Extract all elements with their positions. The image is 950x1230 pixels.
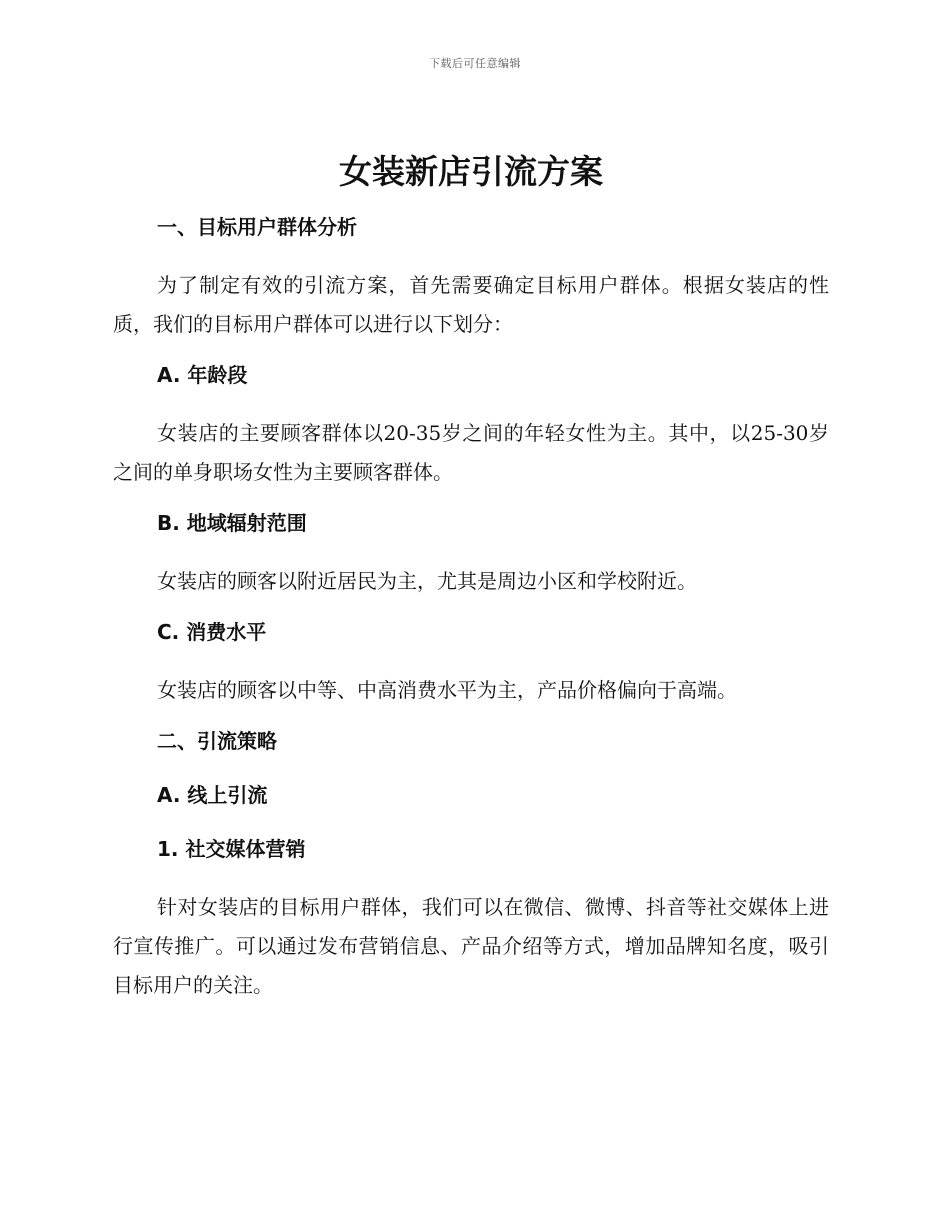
subheading-online: A. 线上引流 <box>157 783 268 807</box>
paragraph-spending: 女装店的顾客以中等、中高消费水平为主，产品价格偏向于高端。 <box>157 678 737 702</box>
subheading-spending: C. 消费水平 <box>157 620 267 644</box>
paragraph-age: 女装店的主要顾客群体以20-35岁之间的年轻女性为主。其中，以25-30岁之间的单身职场女性为主要顾客群体。 <box>113 421 829 484</box>
subheading-social-media: 1. 社交媒体营销 <box>157 837 306 861</box>
document-body <box>113 148 829 1021</box>
section-heading-strategy: 二、引流策略 <box>157 729 277 753</box>
paragraph-region: 女装店的顾客以附近居民为主，尤其是周边小区和学校附近。 <box>157 569 697 593</box>
subheading-age: A. 年龄段 <box>157 363 248 387</box>
header-note: 下载后可任意编辑 <box>429 57 521 70</box>
section-heading-target-users: 一、目标用户群体分析 <box>157 215 357 239</box>
paragraph-social-media: 针对女装店的目标用户群体，我们可以在微信、微博、抖音等社交媒体上进行宣传推广。可以通过发布营销信息、产品介绍等方式，增加品牌知名度，吸引目标用户的关注。 <box>113 895 829 997</box>
paragraph-intro: 为了制定有效的引流方案，首先需要确定目标用户群体。根据女装店的性质，我们的目标用户群体可以进行以下划分： <box>113 273 829 336</box>
subheading-region: B. 地域辐射范围 <box>157 511 307 535</box>
document-title: 女装新店引流方案 <box>339 152 603 191</box>
